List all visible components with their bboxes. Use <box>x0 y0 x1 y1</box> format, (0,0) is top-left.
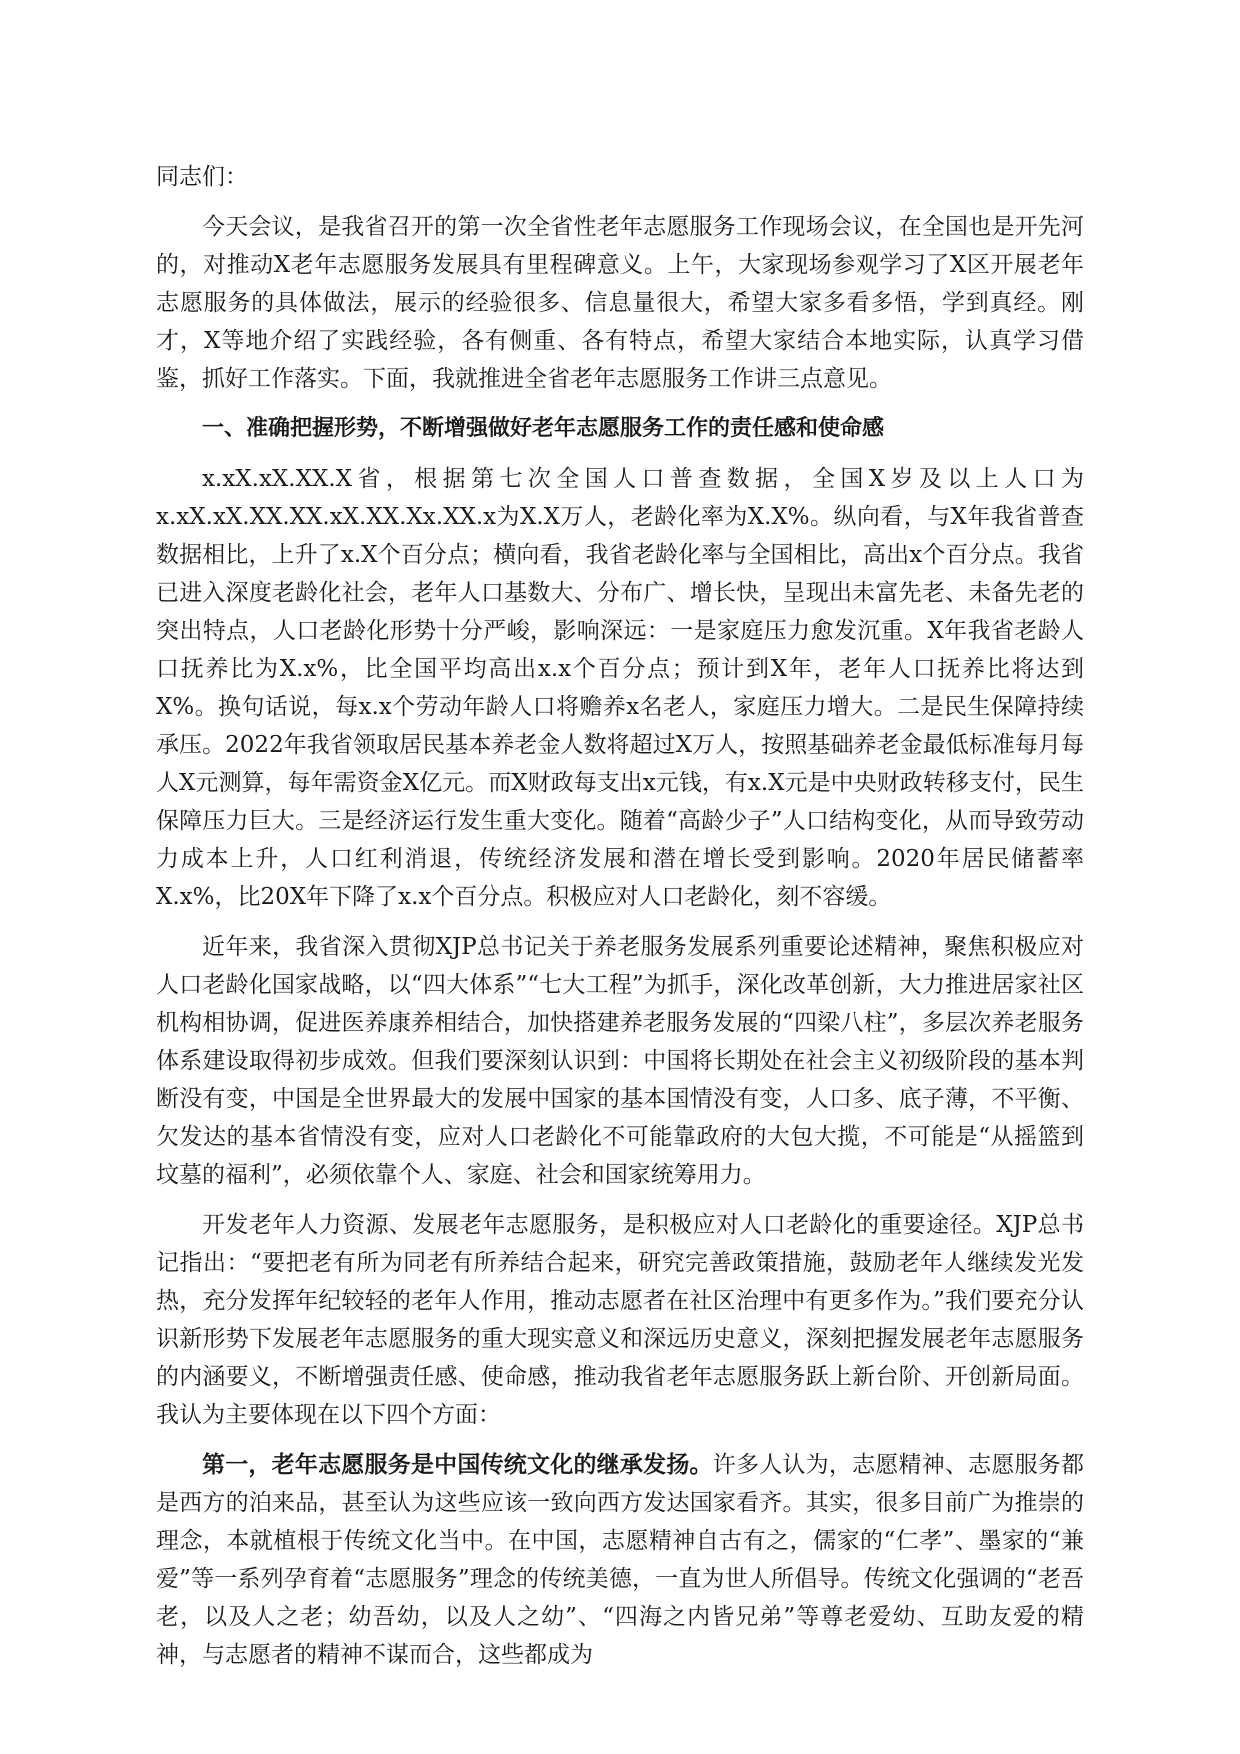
population-paragraph: x.xX.xX.XX.X省，根据第七次全国人口普查数据，全国X岁及以上人口为x.xX.xX.XX.XX.xX.XX.Xx.XX.x为X.X万人，老龄化率为X.X%。纵向看，与X年我省普查数据相比，上升了x.X个百分点；横向看，我省老龄化率与全国相比，高出x个百分点。我省已进入深度老龄化社会，老年人口基数大、分布广、增长快，呈现出未富先老、未备先老的突出特点，人口老龄化形势十分严峻，影响深远：一是家庭压力愈发沉重。X年我省老龄人口抚养比为X.x%，比全国平均高出x.x个百分点；预计到X年，老年人口抚养比将达到X%。换句话说，每x.x个劳动年龄人口将赡养x名老人，家庭压力增大。二是民生保障持续承压。2022年我省领取居民基本养老金人数将超过X万人，按照基础养老金最低标准每月每人X元测算，每年需资金X亿元。而X财政每支出x元钱，有x.X元是中央财政转移支付，民生保障压力巨大。三是经济运行发生重大变化。随着“高龄少子”人口结构变化，从而导致劳动力成本上升，人口红利消退，传统经济发展和潜在增长受到影响。2020年居民储蓄率X.x%，比20X年下降了x.x个百分点。积极应对人口老龄化，刻不容缓。 <box>156 466 1084 910</box>
intro-paragraph: 今天会议，是我省召开的第一次全省性老年志愿服务工作现场会议，在全国也是开先河的，对推动X老年志愿服务发展具有里程碑意义。上午，大家现场参观学习了X区开展老年志愿服务的具体做法，展示的经验很多、信息量很大，希望大家多看多悟，学到真经。刚才，X等地介绍了实践经验，各有侧重、各有特点，希望大家结合本地实际，认真学习借鉴，抓好工作落实。下面，我就推进全省老年志愿服务工作讲三点意见。 <box>156 214 1084 392</box>
tradition-lead: 第一，老年志愿服务是中国传统文化的继承发扬。 <box>202 1451 713 1478</box>
document-body <box>156 158 1084 1686</box>
tradition-body: 许多人认为，志愿精神、志愿服务都是西方的泊来品，甚至认为这些应该一致向西方发达国家看齐。其实，很多目前广为推崇的理念，本就植根于传统文化当中。在中国，志愿精神自古有之，儒家的“仁孝”、墨家的“兼爱”等一系列孕育着“志愿服务”理念的传统美德，一直为世人所倡导。传统文化强调的“老吾老，以及人之老；幼吾幼，以及人之幼”、“四海之内皆兄弟”等尊老爱幼、互助友爱的精神，与志愿者的精神不谋而合，这些都成为 <box>156 1452 1085 1668</box>
policy-paragraph: 近年来，我省深入贯彻XJP总书记关于养老服务发展系列重要论述精神，聚焦积极应对人口老龄化国家战略，以“四大体系”“七大工程”为抓手，深化改革创新，大力推进居家社区机构相协调，促进医养康养相结合，加快搭建养老服务发展的“四梁八柱”，多层次养老服务体系建设取得初步成效。但我们要深刻认识到：中国将长期处在社会主义初级阶段的基本判断没有变，中国是全世界最大的发展中国家的基本国情没有变，人口多、底子薄，不平衡、欠发达的基本省情没有变，应对人口老龄化不可能靠政府的大包大揽，不可能是“从摇篮到坟墓的福利”，必须依靠个人、家庭、社会和国家统筹用力。 <box>156 934 1084 1188</box>
salutation: 同志们： <box>156 164 248 190</box>
tradition-paragraph <box>156 1446 1084 1674</box>
section-heading: 一、准确把握形势，不断增强做好老年志愿服务工作的责任感和使命感 <box>202 416 885 441</box>
significance-paragraph: 开发老年人力资源、发展老年志愿服务，是积极应对人口老龄化的重要途径。XJP总书记指出：“要把老有所为同老有所养结合起来，研究完善政策措施，鼓励老年人继续发光发热，充分发挥年纪较轻的老年人作用，推动志愿者在社区治理中有更多作为。”我们要充分认识新形势下发展老年志愿服务的重大现实意义和深远历史意义，深刻把握发展老年志愿服务的内涵要义，不断增强责任感、使命感，推动我省老年志愿服务跃上新台阶、开创新局面。我认为主要体现在以下四个方面： <box>156 1212 1084 1428</box>
